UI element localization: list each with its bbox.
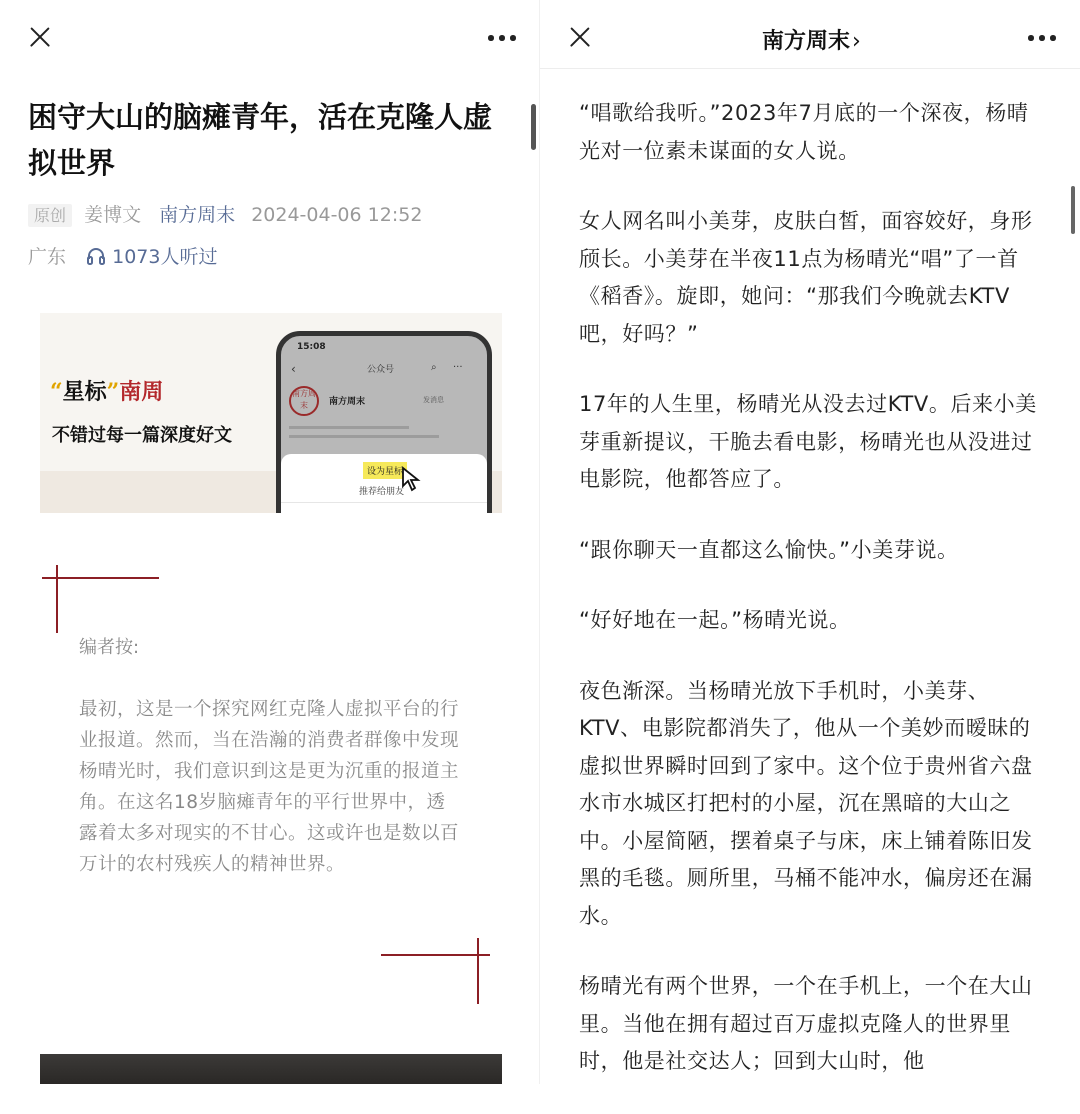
banner-subtitle: 不错过每一篇深度好文	[52, 425, 232, 446]
paragraph: 17年的人生里，杨晴光从没去过KTV。后来小美芽重新提议，干脆去看电影，杨晴光也从没进过电影院，他都答应了。	[579, 392, 1037, 491]
cursor-icon	[401, 466, 423, 492]
headphones-icon	[86, 247, 106, 265]
decorative-line	[381, 954, 490, 956]
banner-slogan: “星标”南周	[50, 379, 164, 405]
original-badge: 原创	[28, 204, 72, 227]
paragraph: 女人网名叫小美芽，皮肤白皙，面容姣好，身形颀长。小美芽在半夜11点为杨晴光“唱”了一首《稻香》。旋即，她问：“那我们今晚就去KTV吧，好吗？”	[579, 209, 1033, 346]
set-star-button: 设为星标	[363, 462, 407, 479]
close-icon[interactable]	[28, 26, 52, 50]
search-icon: ⌕	[431, 362, 437, 373]
more-icon[interactable]	[1028, 35, 1056, 43]
article-body	[579, 95, 1045, 1114]
phone-mockup: 15:08 ‹ 公众号 ⌕ ··· 南方周末 南方周末 发消息 设为星标 推荐给朋友	[276, 331, 492, 513]
chevron-right-icon: ›	[852, 29, 861, 54]
paragraph: “好好地在一起。”杨晴光说。	[579, 608, 851, 632]
decorative-line	[477, 938, 479, 1004]
article-meta	[28, 200, 422, 227]
left-article-pane	[0, 0, 540, 1084]
article-photo	[40, 1054, 502, 1084]
editor-note-title: 编者按:	[79, 637, 140, 658]
article-title: 困守大山的脑瘫青年，活在克隆人虚拟世界	[28, 100, 493, 180]
decorative-line	[42, 577, 159, 579]
scrollbar[interactable]	[531, 104, 536, 150]
paragraph: “唱歌给我听。”2023年7月底的一个深夜，杨晴光对一位素未谋面的女人说。	[579, 101, 1029, 163]
author-name: 姜博文	[84, 204, 142, 226]
account-title-link[interactable]: 南方周末›	[762, 29, 861, 54]
article-meta-row-2	[28, 242, 217, 269]
listen-button[interactable]	[86, 246, 217, 268]
more-icon[interactable]	[488, 35, 516, 43]
paragraph: 夜色渐深。当杨晴光放下手机时，小美芽、KTV、电影院都消失了，他从一个美妙而暧昧的虚拟世界瞬时回到了家中。这个位于贵州省六盘水市水城区打把村的小屋，沉在黑暗的大山之中。小屋简陋，摆着桌子与床，床上铺着陈旧发黑的毛毯。厕所里，马桶不能冲水，偏房还在漏水。	[579, 678, 1033, 928]
decorative-line	[56, 565, 58, 633]
star-promo-banner[interactable]	[40, 313, 502, 513]
paragraph: “跟你聊天一直都这么愉快。”小美芽说。	[579, 537, 959, 562]
paragraph: 杨晴光有两个世界，一个在手机上，一个在大山里。当他在拥有超过百万虚拟克隆人的世界里时，他是社交达人；回到大山时，他	[579, 974, 1033, 1073]
close-icon[interactable]	[568, 26, 592, 50]
back-icon: ‹	[291, 362, 296, 376]
account-logo: 南方周末	[289, 386, 319, 416]
scrollbar[interactable]	[1071, 186, 1075, 234]
listen-count: 1073人听过	[112, 246, 218, 268]
publish-datetime: 2024-04-06 12:52	[251, 204, 423, 226]
editor-note-text: 最初，这是一个探究网红克隆人虚拟平台的行业报道。然而，当在浩瀚的消费者群像中发现杨晴光时，我们意识到这是更为沉重的报道主角。在这名18岁脑瘫青年的平行世界中，透露着太多对现实的不甘心。这或许也是数以百万计的农村残疾人的精神世界。	[79, 699, 460, 875]
location: 广东	[28, 246, 67, 268]
more-icon: ···	[453, 362, 463, 373]
account-link[interactable]: 南方周末	[159, 204, 236, 226]
